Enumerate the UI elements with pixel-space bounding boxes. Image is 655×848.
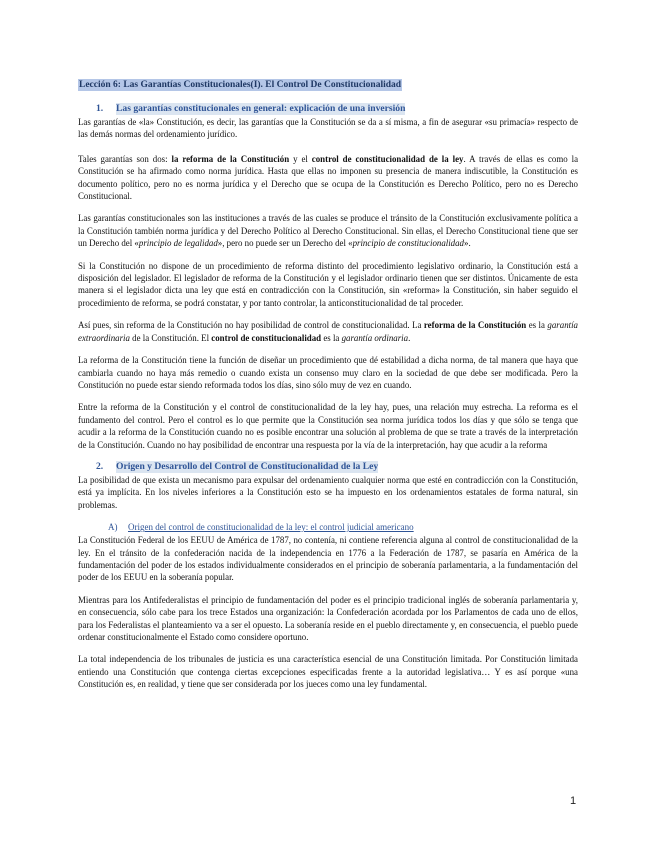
section-a-heading (108, 521, 578, 533)
paragraph: Mientras para los Antifederalistas el principio de fundamentación del poder es el principio tradicional inglés de soberanía parlamentaria y, en consecuencia, sólo cabe para los trece Estados una organización: la Confederación acordada por los Parlamentos de cada uno de ellos, para los Federalistas el planteamiento va a ser el opuesto. La soberanía reside en el pueblo directamente y, en consecuencia, el pueblo puede ordenar constitucionalmente el Estado como considere oportuno. (78, 594, 578, 642)
paragraph: Las garantías de «la» Constitución, es decir, las garantías que la Constitución se da a sí misma, a fin de asegurar «su primacía» respecto de las demás normas del ordenamiento jurídico. (78, 117, 578, 140)
lesson-title: Lección 6: Las Garantías Constitucionales(I). El Control De Constitucionalidad (79, 80, 402, 90)
section-2-number: 2. (96, 460, 104, 472)
paragraph: Tales garantías son dos: la reforma de la Constitución y el control de constitucionalidad de la ley. A través de ellas es como la Constitución se ha afirmado como norma jurídica. Hasta que ellas no imponen su presencia de manera indiscutible, la Constitución es documento político, pero no es norma jurídica y el Derecho que se ocupa de la Constitución es Derecho Político, pero no es Derecho Constitucional. (78, 153, 579, 202)
paragraph: La posibilidad de que exista un mecanismo para expulsar del ordenamiento cualquier norma que esté en contradicción con la Constitución, está ya implícita. En los niveles inferiores a la Constitución esto se ha impuesto en los ordenamientos estatales de forma natural, sin problemas. (78, 474, 578, 510)
paragraph: La total independencia de los tribunales de justicia es una característica esencial de una Constitución limitada. Por Constitución limitada entiendo una Constitución que contenga ciertas excepciones especificadas frente a la autoridad legislativa… Y es así porque «una Constitución es, en realidad, y tiene que ser considerada por los jueces como una ley fundamental. (78, 654, 578, 690)
paragraph: La Constitución Federal de los EEUU de América de 1787, no contenía, ni contiene referencia alguna al control de constitucionalidad de la ley. En el tránsito de la confederación nacida de la independencia en 1776 a la Federación de 1787, se pasaría en América de la fundamentación del poder de los estados individualmente considerados en el principio de soberanía parlamentaria, a la fundamentación del poder de los EEUU en la soberanía popular. (78, 535, 578, 583)
section-1-title: Las garantías constitucionales en general: explicación de una inversión (116, 103, 406, 114)
paragraph: Si la Constitución no dispone de un procedimiento de reforma distinto del procedimiento legislativo ordinario, la Constitución está a disposición del legislador. El legislador de reforma de la Constitución y el legislador ordinario tienen que ser distintos. Únicamente de esta manera si el legislador dicta una ley que está en contradicción con la Constitución, sin «reforma» la Constitución, sin haber seguido el procedimiento de reforma, se podrá constatar, y por tanto controlar, la anticonstitucionalidad de tal proceder. (78, 260, 578, 308)
paragraph: Así pues, sin reforma de la Constitución no hay posibilidad de control de constitucionalidad. La reforma de la Constitución es la garantía extraordinaria de la Constitución. El control de constitucionalidad es la garantía ordinaria. (78, 320, 578, 343)
section-2-title: Origen y Desarrollo del Control de Constitucionalidad de la Ley (116, 460, 379, 472)
paragraph: Entre la reforma de la Constitución y el control de constitucionalidad de la ley hay, pues, una relación muy estrecha. La reforma es el fundamento del control. Pero el control es lo que permite que la Constitución sea norma jurídica todos los días y que sólo se tenga que acudir a la reforma de la Constitución cuando no es posible encontrar una solución al problema de que se trate a través de la interpretación de la Constitución. Cuando no hay posibilidad de encontrar una respuesta por la vía de la interpretación, hay que acudir a la reforma (78, 402, 578, 450)
section-a-number: A) (108, 522, 118, 533)
paragraph: Las garantías constitucionales son las instituciones a través de las cuales se produce el tránsito de la Constitución exclusivamente política a la Constitución también norma jurídica y del Derecho Político al Derecho Constitucional. Sin ellas, el Derecho Constitucional tiene que ser un Derecho del «principio de legalidad», pero no puede ser un Derecho del «principio de constitucionalidad». (78, 213, 578, 249)
section-2-heading (96, 461, 578, 473)
paragraph: La reforma de la Constitución tiene la función de diseñar un procedimiento que dé estabilidad a dicha norma, de tal manera que haya que cambiarla cuando no haya más remedio o cuando exista un consenso muy claro en la sociedad de que debe ser modificada. Pero la Constitución no puede estar siendo reformada todos los días, sino sólo muy de vez en cuando. (78, 355, 578, 390)
document-page (78, 74, 578, 701)
section-1-number: 1. (96, 103, 104, 114)
page-number: 1 (570, 795, 577, 807)
section-a-title: Origen del control de constitucionalidad de la ley: el control judicial americano (128, 522, 414, 533)
section-1-heading (96, 103, 578, 115)
